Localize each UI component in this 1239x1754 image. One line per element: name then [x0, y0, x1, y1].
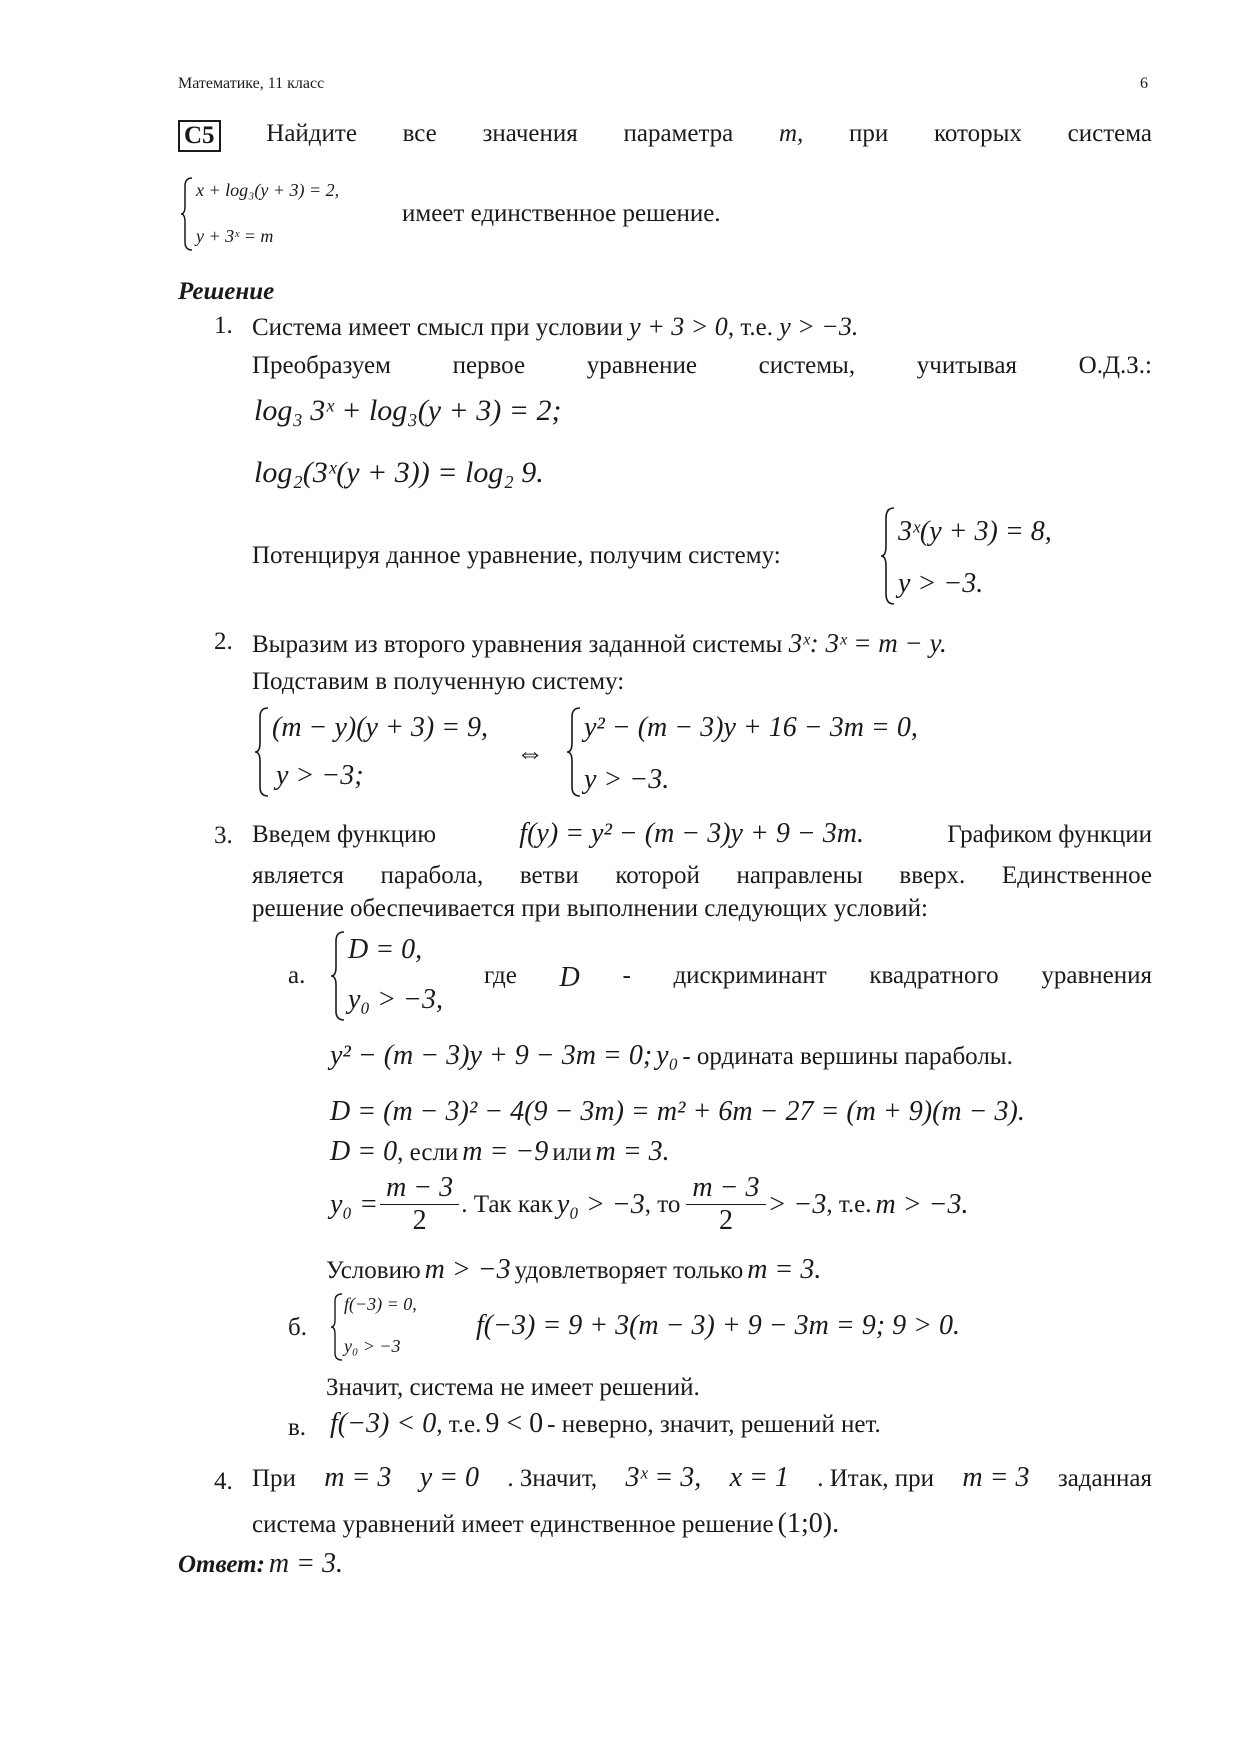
step2-line1: Выразим из второго уравнения заданной системы 3ˣ: 3ˣ = m − y.: [252, 628, 947, 658]
step1-pot-text: Потенцируя данное уравнение, получим систему:: [252, 542, 781, 569]
answer-value: m = 3.: [268, 1548, 344, 1579]
brace-icon: [254, 706, 270, 798]
step3-line2: является парабола, ветви которой направлены вверх. Единственное: [252, 862, 1152, 889]
brace-icon: [180, 176, 194, 252]
word: Найдите: [266, 120, 357, 147]
v-line: f(−3) < 0, т.е. 9 < 0 - неверно, значит, решений нет.: [330, 1408, 881, 1439]
step-number: 4.: [214, 1468, 233, 1495]
header-subject: Математике, 11 класс: [178, 75, 325, 92]
step4-line2: система уравнений имеет единственное решение (1;0).: [252, 1508, 840, 1539]
step2-sysA2: y > −3;: [276, 760, 364, 791]
step1-line2: Преобразуем первое уравнение системы, учитывая О.Д.З.:: [252, 352, 1152, 379]
step1-eq2: log₂(3ˣ(y + 3)) = log₂ 9.: [254, 456, 544, 489]
step1-line1: Система имеет смысл при условии y + 3 > 0, т.е. y > −3.: [252, 312, 859, 341]
sub-label-a: а.: [288, 962, 306, 989]
step4-line1: При m = 3 y = 0 . Значит, 3ˣ = 3, x = 1 . Итак, при m = 3 заданная: [252, 1462, 1152, 1493]
problem-label: С5: [178, 120, 221, 152]
step3-line1: Введем функцию f(y) = y² − (m − 3)y + 9 − 3m. Графиком функции: [252, 818, 1152, 849]
step2-sysB2: y > −3.: [584, 764, 670, 795]
sub-label-v: в.: [288, 1414, 307, 1441]
b-conclusion: Значит, система не имеет решений.: [326, 1374, 700, 1401]
word: параметра: [623, 120, 734, 147]
param-m: m,: [779, 120, 804, 147]
word: которых: [933, 120, 1022, 147]
brace-icon: [330, 1292, 344, 1362]
word: система: [1067, 120, 1152, 147]
step1-sys2: y > −3.: [898, 568, 984, 599]
step-number: 3.: [214, 822, 233, 849]
b-sys1: f(−3) = 0,: [344, 1294, 417, 1314]
step1-sys1: 3ˣ(y + 3) = 8,: [898, 516, 1052, 547]
a-sys1: D = 0,: [348, 934, 423, 965]
step2-line2: Подставим в полученную систему:: [252, 668, 625, 695]
a-sys2: y₀ > −3,: [348, 984, 443, 1015]
b-sys2: y₀ > −3: [344, 1336, 401, 1356]
step2-sysA1: (m − y)(y + 3) = 9,: [272, 712, 489, 743]
word: при: [849, 120, 889, 147]
step-number: 1.: [214, 312, 233, 339]
brace-icon: [566, 706, 582, 798]
problem-eq2: y + 3ˣ = m: [196, 226, 274, 246]
word: все: [402, 120, 437, 147]
a-discriminant: D = (m − 3)² − 4(9 − 3m) = m² + 6m − 27 = (m + 9)(m − 3).: [330, 1096, 1025, 1127]
a-condition: Условию m > −3 удовлетворяет только m = 3.: [326, 1254, 822, 1285]
sub-label-b: б.: [288, 1314, 307, 1341]
step3-line3: решение обеспечивается при выполнении следующих условий:: [252, 895, 928, 922]
problem-line: [178, 120, 1152, 152]
a-equation-line: y² − (m − 3)y + 9 − 3m = 0; y₀ - ордината вершины параболы.: [330, 1040, 1013, 1071]
solution-heading: Решение: [178, 278, 275, 305]
brace-icon: [330, 930, 346, 1022]
iff-symbol: ⇔: [516, 738, 544, 769]
fraction: $\frac{m - 3}{2}$: [380, 1172, 459, 1237]
brace-icon: [880, 506, 896, 606]
step-number: 2.: [214, 628, 233, 655]
a-d-zero: D = 0, если m = −9 или m = 3.: [330, 1136, 670, 1167]
b-equation: f(−3) = 9 + 3(m − 3) + 9 − 3m = 9; 9 > 0.: [476, 1310, 960, 1341]
a-where: где D - дискриминант квадратного уравнения: [484, 962, 1152, 993]
a-vertex-line: y₀ = $\frac{m - 3}{2}$ . Так как y₀ > −3 , то $\frac{m - 3}{2}$ > −3 , т.е. m > −3.: [330, 1172, 969, 1236]
word: значения: [482, 120, 578, 147]
step2-sysB1: y² − (m − 3)y + 16 − 3m = 0,: [584, 712, 918, 743]
answer-label: Ответ:: [178, 1551, 265, 1578]
answer-line: [178, 1548, 343, 1580]
step1-eq1: log₃ 3ˣ + log₃(y + 3) = 2;: [254, 394, 562, 427]
problem-tail: имеет единственное решение.: [402, 200, 721, 227]
page-number: 6: [1140, 75, 1148, 92]
problem-eq1: x + log₃(y + 3) = 2,: [196, 180, 340, 200]
fraction: $\frac{m - 3}{2}$: [686, 1172, 765, 1237]
